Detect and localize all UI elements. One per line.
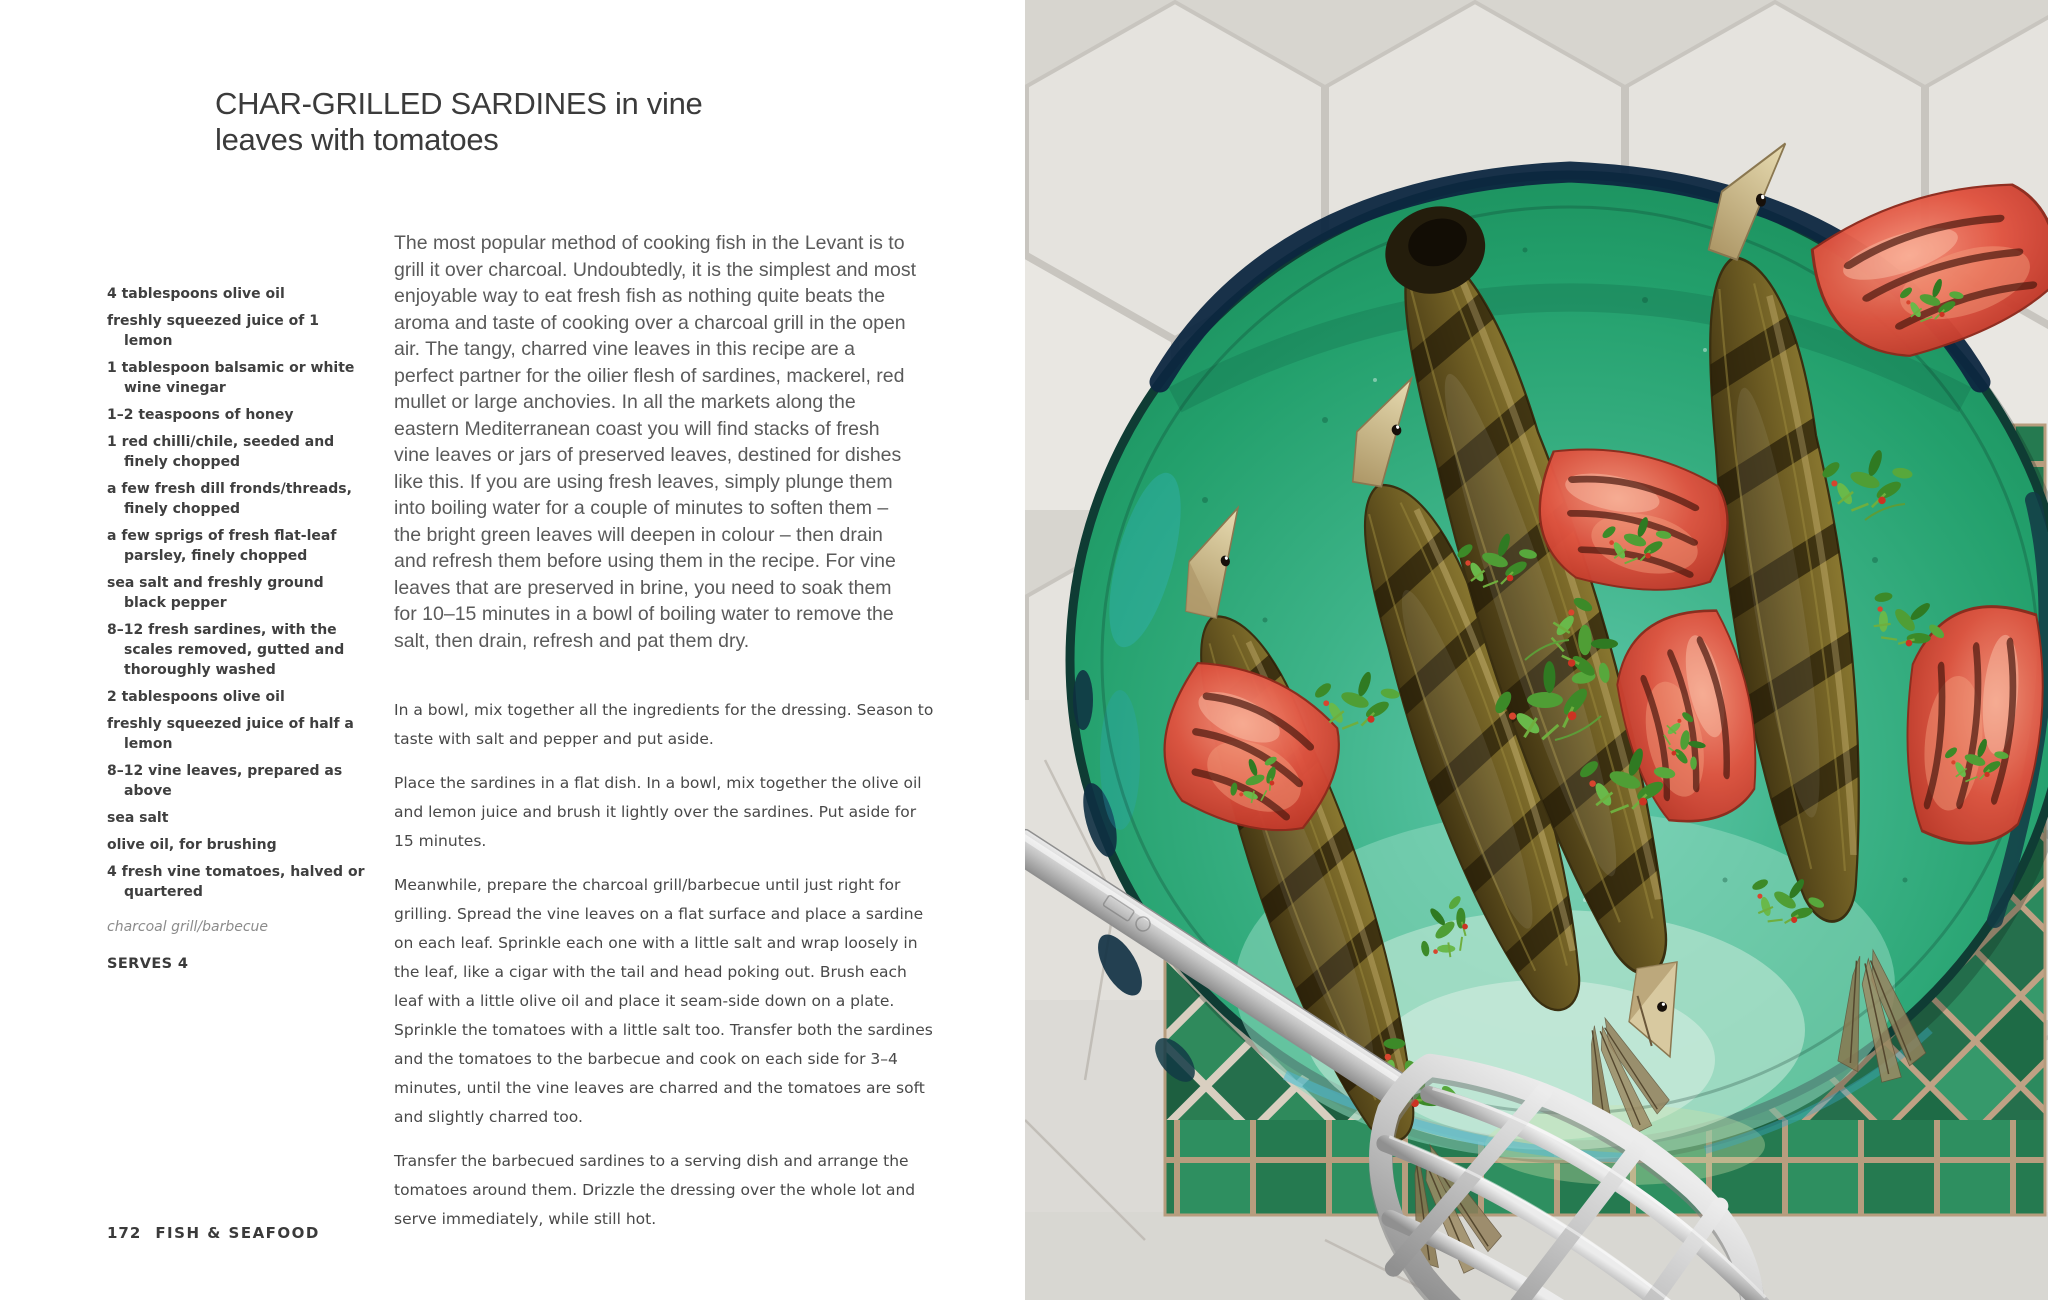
intro-paragraph: The most popular method of cooking fish in the Levant is to grill it over charcoal. Undoubtedly, it is the simplest and most enjoyable way to eat fresh fish as nothing quite beats the aroma and taste of cooking over a charcoal grill in the open air. The tangy, charred vine leaves in this recipe are a perfect partner for the oilier flesh of sardines, mackerel, red mullet or large anchovies. In all the markets along the eastern Mediterranean coast you will find stacks of fresh vine leaves or jars of preserved leaves, destined for dishes like this. If you are using fresh leaves, simply plunge them into boiling water for a couple of minutes to soften them – the bright green leaves will deepen in colour – then drain and refresh them before using them in the recipe. For vine leaves that are preserved in brine, you need to soak them for 10–15 minutes in a bowl of boiling water to remove the salt, then drain, refresh and pat them dry. (394, 232, 917, 652)
recipe-title-line1 (215, 86, 715, 122)
ingredient-item: a few sprigs of fresh flat-leaf parsley, finely chopped (107, 528, 337, 564)
ingredient-item: 1 red chilli/chile, seeded and finely chopped (107, 434, 335, 470)
ingredients-list (107, 284, 365, 902)
ingredient-item: 4 tablespoons olive oil (107, 286, 285, 302)
section-title: FISH & SEAFOOD (155, 1224, 320, 1242)
ingredient-item: olive oil, for brushing (107, 837, 277, 853)
recipe-title-caps: CHAR-GRILLED SARDINES (215, 86, 607, 121)
ingredient-item: 8–12 vine leaves, prepared as above (107, 763, 343, 799)
equipment-note: charcoal grill/barbecue (107, 919, 269, 935)
ingredient-item: a few fresh dill fronds/threads, finely chopped (107, 481, 352, 517)
recipe-title-tail: in vine (606, 86, 703, 121)
ingredient-item: 4 fresh vine tomatoes, halved or quartered (107, 864, 365, 900)
serves-label: SERVES 4 (107, 956, 189, 972)
method-paragraph-4: Transfer the barbecued sardines to a serving dish and arrange the tomatoes around them. Drizzle the dressing over the whole lot and serve immediately, while still hot. (394, 1152, 916, 1228)
page-footer (107, 1224, 320, 1242)
ingredient-item: 1–2 teaspoons of honey (107, 407, 294, 423)
ingredient-item: freshly squeezed juice of half a lemon (107, 716, 354, 752)
ingredients-column (107, 284, 365, 974)
recipe-title-line2: leaves with tomatoes (215, 122, 499, 157)
ingredient-item: 1 tablespoon balsamic or white wine vinegar (107, 360, 355, 396)
recipe-body-column (394, 230, 934, 1249)
page-number: 172 (107, 1224, 142, 1242)
method-paragraph-1: In a bowl, mix together all the ingredients for the dressing. Season to taste with salt and pepper and put aside. (394, 701, 934, 748)
ingredient-item: sea salt (107, 810, 169, 826)
method-paragraph-3: Meanwhile, prepare the charcoal grill/barbecue until just right for grilling. Spread the vine leaves on a flat surface and place a sardine on each leaf. Sprinkle each one with a little salt and wrap loosely in the leaf, like a cigar with the tail and head poking out. Brush each leaf with a little olive oil and place it seam-side down on a plate. Sprinkle the tomatoes with a little salt too. Transfer both the sardines and the tomatoes to the barbecue and cook on each side for 3–4 minutes, until the vine leaves are charred and the tomatoes are soft and slightly charred too. (394, 876, 933, 1126)
ingredient-item: 2 tablespoons olive oil (107, 689, 285, 705)
ingredient-item: sea salt and freshly ground black pepper (107, 575, 324, 611)
method-paragraph-2: Place the sardines in a flat dish. In a bowl, mix together the olive oil and lemon juice and brush it lightly over the sardines. Put aside for 15 minutes. (394, 774, 922, 850)
food-photo (1025, 0, 2048, 1300)
ingredient-item: 8–12 fresh sardines, with the scales removed, gutted and thoroughly washed (107, 622, 345, 678)
recipe-title (215, 86, 715, 158)
ingredient-item: freshly squeezed juice of 1 lemon (107, 313, 319, 349)
